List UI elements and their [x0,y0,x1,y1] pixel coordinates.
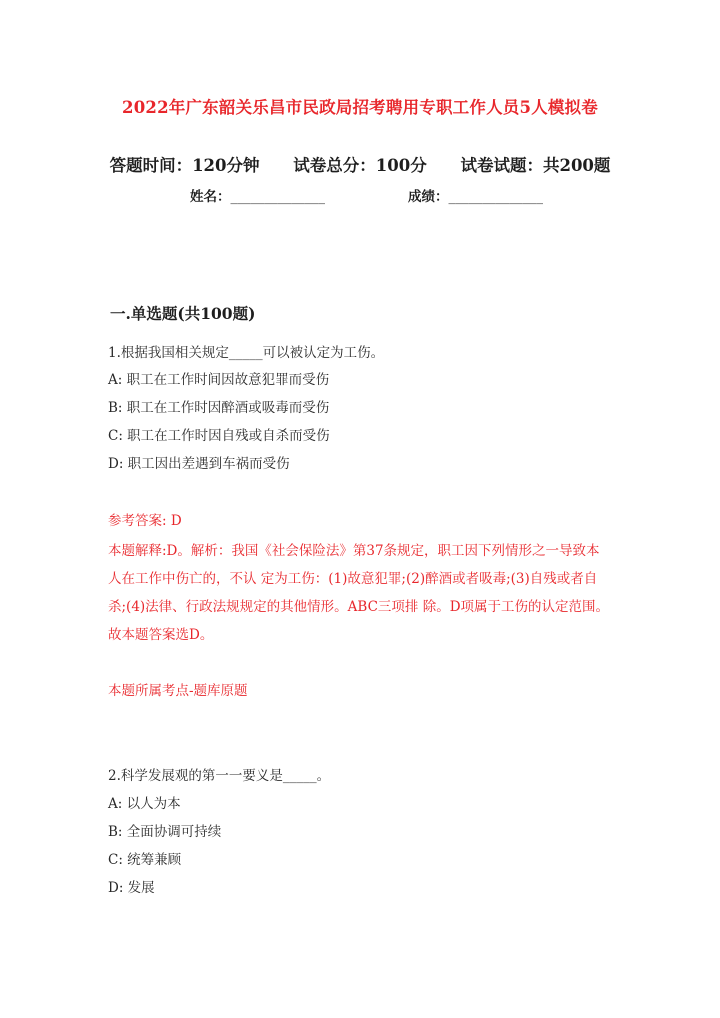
question-2-option-d: D: 发展 [108,880,155,896]
question-1-explanation: 本题解释:D。解析：我国《社会保险法》第37条规定，职工因下列情形之一导致本人在工作中伤亡的，不认 定为工伤：(1)故意犯罪;(2)醉酒或者吸毒;(3)自残或者自杀;(4)法律、行政法规规定的其他情形。ABC三项排 除。D项属于工伤的认定范围。故本题答案选D。 [108,543,610,643]
section-title: 一.单选题(共100题) [110,304,256,323]
question-1-option-b: B: 职工在工作时因醉酒或吸毒而受伤 [108,400,330,416]
question-count: 试卷试题：共200题 [460,156,611,175]
name-blank: ______________ [230,189,325,205]
question-1-option-c: C: 职工在工作时因自残或自杀而受伤 [108,428,330,444]
question-1-answer: 参考答案: D [108,513,182,529]
question-2-option-c: C: 统筹兼顾 [108,852,182,868]
question-2-option-a: A: 以人为本 [108,796,181,812]
question-2-option-b: B: 全面协调可持续 [108,824,222,840]
question-1-source: 本题所属考点-题库原题 [108,683,248,699]
score-field [408,185,543,205]
score-blank: ______________ [448,189,543,205]
question-2-stem: 2.科学发展观的第一一要义是_____。 [108,768,331,784]
question-1-option-a: A: 职工在工作时间因故意犯罪而受伤 [108,372,330,388]
total-score: 试卷总分：100分 [293,156,427,175]
name-field [190,185,325,205]
question-1-option-d: D: 职工因出差遇到车祸而受伤 [108,456,290,472]
exam-title: 2022年广东韶关乐昌市民政局招考聘用专职工作人员5人模拟卷 [122,98,598,117]
exam-meta [0,152,720,176]
answer-time: 答题时间：120分钟 [109,156,260,175]
score-label: 成绩： [408,189,449,205]
name-label: 姓名： [190,189,231,205]
question-1-stem: 1.根据我国相关规定_____可以被认定为工伤。 [108,345,385,361]
